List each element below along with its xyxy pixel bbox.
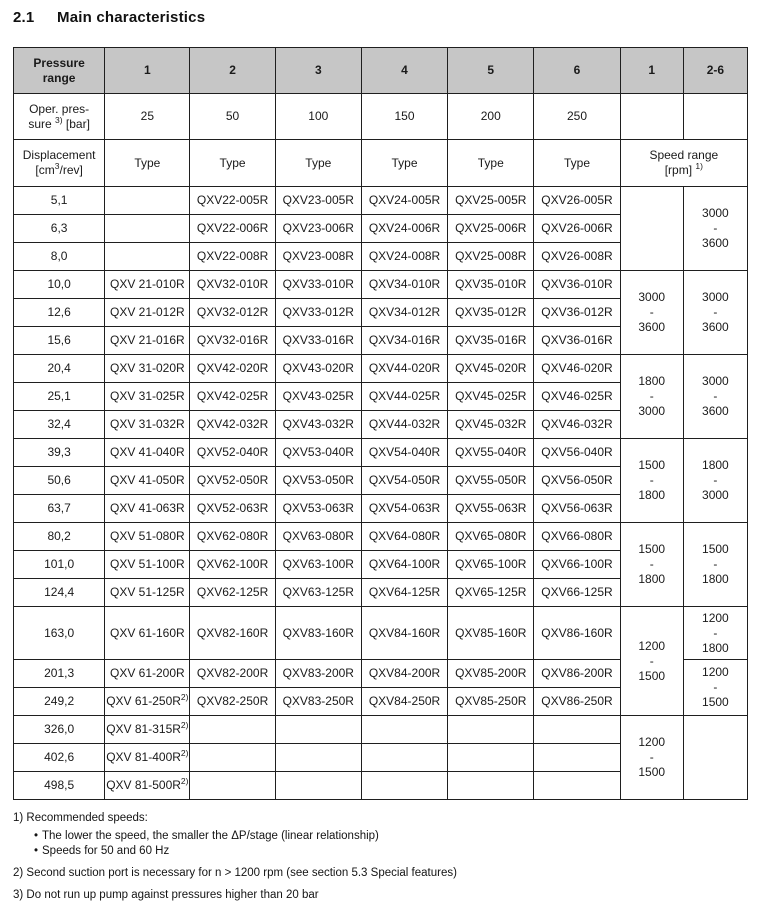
type-cell: QXV54-050R — [361, 467, 447, 495]
type-cell: QXV42-032R — [190, 411, 275, 439]
empty-cell — [361, 772, 447, 800]
type-cell: QXV86-160R — [534, 607, 620, 660]
type-cell: QXV84-250R — [361, 688, 447, 716]
type-cell: QXV52-063R — [190, 495, 275, 523]
empty-cell — [683, 716, 747, 800]
type-cell: QXV 51-080R — [105, 523, 190, 551]
type-cell: QXV $61-250R^{2)}$ — [105, 688, 190, 716]
bullet-icon: • — [33, 830, 39, 842]
pressure-range-header: Pressure range — [14, 48, 105, 94]
table-row — [14, 439, 748, 467]
type-cell: QXV54-040R — [361, 439, 447, 467]
type-cell: QXV44-025R — [361, 383, 447, 411]
speed-range-cell: 3000 - 3600 — [683, 271, 747, 355]
type-cell: QXV22-005R — [190, 187, 275, 215]
type-cell: QXV44-020R — [361, 355, 447, 383]
displacement-cell: 12,6 — [14, 299, 105, 327]
type-cell: QXV32-016R — [190, 327, 275, 355]
speed-range-cell: 1500 - 1800 — [620, 439, 683, 523]
footnote-1-bullet-1 — [30, 829, 761, 844]
footnote-3: 3) Do not run up pump against pressures higher than 20 bar — [13, 889, 319, 901]
type-cell: QXV46-025R — [534, 383, 620, 411]
empty-cell — [534, 772, 620, 800]
type-cell: QXV66-125R — [534, 579, 620, 607]
footnote-1-bullet-2-text: Speeds for 50 and 60 Hz — [42, 845, 170, 857]
type-cell: QXV82-200R — [190, 660, 275, 688]
type-cell: QXV53-040R — [275, 439, 361, 467]
type-cell: QXV64-100R — [361, 551, 447, 579]
table-row — [14, 355, 748, 383]
displacement-cell: 402,6 — [14, 744, 105, 772]
table-row — [14, 716, 748, 744]
type-cell: QXV26-006R — [534, 215, 620, 243]
type-cell: QXV25-005R — [448, 187, 534, 215]
type-cell: QXV46-020R — [534, 355, 620, 383]
type-cell: QXV22-008R — [190, 243, 275, 271]
type-cell: QXV 31-032R — [105, 411, 190, 439]
empty-cell — [275, 772, 361, 800]
pressure-range-col-3: 3 — [275, 48, 361, 94]
type-cell: QXV52-050R — [190, 467, 275, 495]
displacement-cell: 8,0 — [14, 243, 105, 271]
displacement-cell: 6,3 — [14, 215, 105, 243]
table-row — [14, 271, 748, 299]
type-cell: QXV55-040R — [448, 439, 534, 467]
empty-cell — [105, 243, 190, 271]
type-cell: QXV86-200R — [534, 660, 620, 688]
type-cell: QXV56-063R — [534, 495, 620, 523]
displacement-cell: 50,6 — [14, 467, 105, 495]
oper-pressure-value: 150 — [361, 94, 447, 140]
type-cell: QXV $81-500R^{2)}$ — [105, 772, 190, 800]
oper-pressure-value: 200 — [448, 94, 534, 140]
type-cell: QXV26-005R — [534, 187, 620, 215]
type-cell: QXV62-080R — [190, 523, 275, 551]
type-cell: QXV 41-063R — [105, 495, 190, 523]
pressure-range-col-2: 2 — [190, 48, 275, 94]
type-cell: QXV82-250R — [190, 688, 275, 716]
type-cell: QXV45-020R — [448, 355, 534, 383]
type-cell: QXV 21-012R — [105, 299, 190, 327]
table-header — [14, 48, 748, 187]
type-cell: QXV82-160R — [190, 607, 275, 660]
empty-cell — [361, 716, 447, 744]
type-cell: QXV34-010R — [361, 271, 447, 299]
speed-range-cell: 1800 - 3000 — [683, 439, 747, 523]
type-cell: QXV 51-100R — [105, 551, 190, 579]
pressure-range-col-8: 2-6 — [683, 48, 747, 94]
displacement-cell: 5,1 — [14, 187, 105, 215]
superscript-3: 3 — [54, 161, 60, 171]
table-body — [14, 187, 748, 800]
type-cell: QXV 61-200R — [105, 660, 190, 688]
type-cell: QXV63-125R — [275, 579, 361, 607]
type-cell: QXV34-012R — [361, 299, 447, 327]
type-cell: QXV23-008R — [275, 243, 361, 271]
type-cell: QXV36-010R — [534, 271, 620, 299]
displacement-cell: 20,4 — [14, 355, 105, 383]
type-cell: QXV24-006R — [361, 215, 447, 243]
type-cell: QXV42-020R — [190, 355, 275, 383]
empty-cell — [190, 744, 275, 772]
footnote-1-bullet-2 — [30, 844, 761, 859]
speed-range-cell: 1200 - 1500 — [683, 660, 747, 716]
displacement-cell: 326,0 — [14, 716, 105, 744]
table-row — [14, 523, 748, 551]
table-row — [14, 607, 748, 660]
type-cell: QXV54-063R — [361, 495, 447, 523]
oper-pressure-value: 250 — [534, 94, 620, 140]
type-cell: QXV52-040R — [190, 439, 275, 467]
oper-pressure-value: 25 — [105, 94, 190, 140]
type-cell: QXV25-006R — [448, 215, 534, 243]
footnote-ref-2: 2) — [180, 776, 189, 786]
type-header: Type — [190, 140, 275, 187]
footnotes — [13, 811, 761, 902]
type-cell: QXV46-032R — [534, 411, 620, 439]
speed-range-cell: 3000 - 3600 — [683, 355, 747, 439]
pressure-range-col-6: 6 — [534, 48, 620, 94]
empty-cell — [448, 716, 534, 744]
type-cell: QXV85-200R — [448, 660, 534, 688]
type-cell: QXV22-006R — [190, 215, 275, 243]
empty-cell — [620, 187, 683, 271]
displacement-cell: 101,0 — [14, 551, 105, 579]
speed-range-cell: 3000 - 3600 — [683, 187, 747, 271]
empty-cell — [275, 716, 361, 744]
type-cell: QXV23-005R — [275, 187, 361, 215]
type-cell: QXV63-100R — [275, 551, 361, 579]
displacement-cell: 63,7 — [14, 495, 105, 523]
type-cell: QXV85-250R — [448, 688, 534, 716]
footnote-1-bullets — [30, 829, 761, 859]
type-cell: QXV56-050R — [534, 467, 620, 495]
displacement-cell: 124,4 — [14, 579, 105, 607]
type-cell: QXV24-005R — [361, 187, 447, 215]
section-title: Main characteristics — [57, 9, 206, 26]
displacement-cell: 163,0 — [14, 607, 105, 660]
type-cell: QXV43-020R — [275, 355, 361, 383]
displacement-cell: 10,0 — [14, 271, 105, 299]
type-cell: QXV 61-160R — [105, 607, 190, 660]
type-cell: QXV 41-040R — [105, 439, 190, 467]
speed-range-cell: 1200 - 1500 — [620, 716, 683, 800]
displacement-cell: 25,1 — [14, 383, 105, 411]
speed-range-header: Speed range [rpm] $^{1)}$ — [620, 140, 747, 187]
type-cell: QXV56-040R — [534, 439, 620, 467]
empty-cell — [361, 744, 447, 772]
type-cell: QXV42-025R — [190, 383, 275, 411]
empty-cell — [190, 716, 275, 744]
empty-cell — [448, 744, 534, 772]
speed-range-cell: 1500 - 1800 — [620, 523, 683, 607]
displacement-cell: 39,3 — [14, 439, 105, 467]
type-cell: QXV 21-010R — [105, 271, 190, 299]
type-cell: QXV64-125R — [361, 579, 447, 607]
type-cell: QXV55-063R — [448, 495, 534, 523]
type-cell: QXV66-100R — [534, 551, 620, 579]
section-number: 2.1 — [13, 9, 35, 26]
type-cell: QXV83-200R — [275, 660, 361, 688]
type-cell: QXV35-016R — [448, 327, 534, 355]
displacement-cell: 201,3 — [14, 660, 105, 688]
type-cell: QXV62-125R — [190, 579, 275, 607]
type-cell: QXV66-080R — [534, 523, 620, 551]
empty-cell — [448, 772, 534, 800]
type-cell: QXV33-012R — [275, 299, 361, 327]
type-cell: QXV35-010R — [448, 271, 534, 299]
type-header: Type — [105, 140, 190, 187]
type-cell: QXV63-080R — [275, 523, 361, 551]
type-cell: QXV 31-025R — [105, 383, 190, 411]
footnote-1: 1) Recommended speeds: — [13, 812, 148, 824]
oper-pressure-value: 50 — [190, 94, 275, 140]
footnote-ref-3: 3) — [55, 114, 63, 125]
pressure-range-col-1: 1 — [105, 48, 190, 94]
oper-pressure-value: 100 — [275, 94, 361, 140]
empty-cell — [105, 215, 190, 243]
type-cell: QXV43-032R — [275, 411, 361, 439]
type-cell: QXV45-032R — [448, 411, 534, 439]
speed-range-cell: 1800 - 3000 — [620, 355, 683, 439]
type-cell: QXV43-025R — [275, 383, 361, 411]
speed-range-cell: 1200 - 1800 — [683, 607, 747, 660]
footnote-2: 2) Second suction port is necessary for n > 1200 rpm (see section 5.3 Special features) — [13, 867, 457, 879]
type-cell: QXV $81-315R^{2)}$ — [105, 716, 190, 744]
footnote-ref-2: 2) — [180, 692, 189, 702]
displacement-header: Displacement $[cm^3/rev]$ — [14, 140, 105, 187]
type-cell: QXV84-160R — [361, 607, 447, 660]
type-cell: QXV53-063R — [275, 495, 361, 523]
type-cell: QXV36-012R — [534, 299, 620, 327]
empty-cell — [534, 716, 620, 744]
displacement-cell: 32,4 — [14, 411, 105, 439]
type-cell: QXV44-032R — [361, 411, 447, 439]
empty-cell — [275, 744, 361, 772]
type-header: Type — [275, 140, 361, 187]
type-cell: QXV55-050R — [448, 467, 534, 495]
speed-range-cell: 1200 - 1500 — [620, 607, 683, 716]
type-cell: QXV85-160R — [448, 607, 534, 660]
type-cell: QXV32-010R — [190, 271, 275, 299]
type-cell: QXV35-012R — [448, 299, 534, 327]
type-header: Type — [448, 140, 534, 187]
speed-range-cell: 3000 - 3600 — [620, 271, 683, 355]
empty-cell — [534, 744, 620, 772]
speed-range-cell: 1500 - 1800 — [683, 523, 747, 607]
main-characteristics-table — [13, 47, 748, 800]
footnote-ref-2: 2) — [180, 720, 189, 730]
pressure-range-col-4: 4 — [361, 48, 447, 94]
type-cell: QXV26-008R — [534, 243, 620, 271]
footnote-ref-2: 2) — [180, 748, 189, 758]
type-cell: QXV 31-020R — [105, 355, 190, 383]
empty-cell — [620, 94, 683, 140]
type-cell: QXV64-080R — [361, 523, 447, 551]
type-cell: QXV65-100R — [448, 551, 534, 579]
type-cell: QXV24-008R — [361, 243, 447, 271]
displacement-cell: 15,6 — [14, 327, 105, 355]
pressure-range-col-5: 5 — [448, 48, 534, 94]
type-cell: QXV32-012R — [190, 299, 275, 327]
type-cell: QXV83-160R — [275, 607, 361, 660]
section-heading — [13, 9, 761, 26]
type-cell: QXV $81-400R^{2)}$ — [105, 744, 190, 772]
type-cell: QXV86-250R — [534, 688, 620, 716]
type-header: Type — [534, 140, 620, 187]
bullet-icon: • — [33, 845, 39, 857]
type-cell: QXV53-050R — [275, 467, 361, 495]
type-cell: QXV25-008R — [448, 243, 534, 271]
type-cell: QXV62-100R — [190, 551, 275, 579]
type-cell: QXV33-016R — [275, 327, 361, 355]
empty-cell — [105, 187, 190, 215]
type-cell: QXV 21-016R — [105, 327, 190, 355]
footnote-1-bullet-1-text: The lower the speed, the smaller the ΔP/stage (linear relationship) — [42, 830, 379, 842]
type-cell: QXV45-025R — [448, 383, 534, 411]
type-cell: QXV84-200R — [361, 660, 447, 688]
displacement-cell: 249,2 — [14, 688, 105, 716]
pressure-range-col-7: 1 — [620, 48, 683, 94]
type-cell: QXV65-125R — [448, 579, 534, 607]
type-cell: QXV34-016R — [361, 327, 447, 355]
type-cell: QXV23-006R — [275, 215, 361, 243]
empty-cell — [190, 772, 275, 800]
type-cell: QXV33-010R — [275, 271, 361, 299]
type-cell: QXV 51-125R — [105, 579, 190, 607]
empty-cell — [683, 94, 747, 140]
displacement-cell: 80,2 — [14, 523, 105, 551]
oper-pressure-header: Oper. pres- sure $^{3)}$ [bar] — [14, 94, 105, 140]
type-cell: QXV 41-050R — [105, 467, 190, 495]
table-row — [14, 187, 748, 215]
footnote-ref-1: 1) — [695, 161, 703, 171]
type-cell: QXV83-250R — [275, 688, 361, 716]
type-cell: QXV36-016R — [534, 327, 620, 355]
type-header: Type — [361, 140, 447, 187]
type-cell: QXV65-080R — [448, 523, 534, 551]
displacement-cell: 498,5 — [14, 772, 105, 800]
